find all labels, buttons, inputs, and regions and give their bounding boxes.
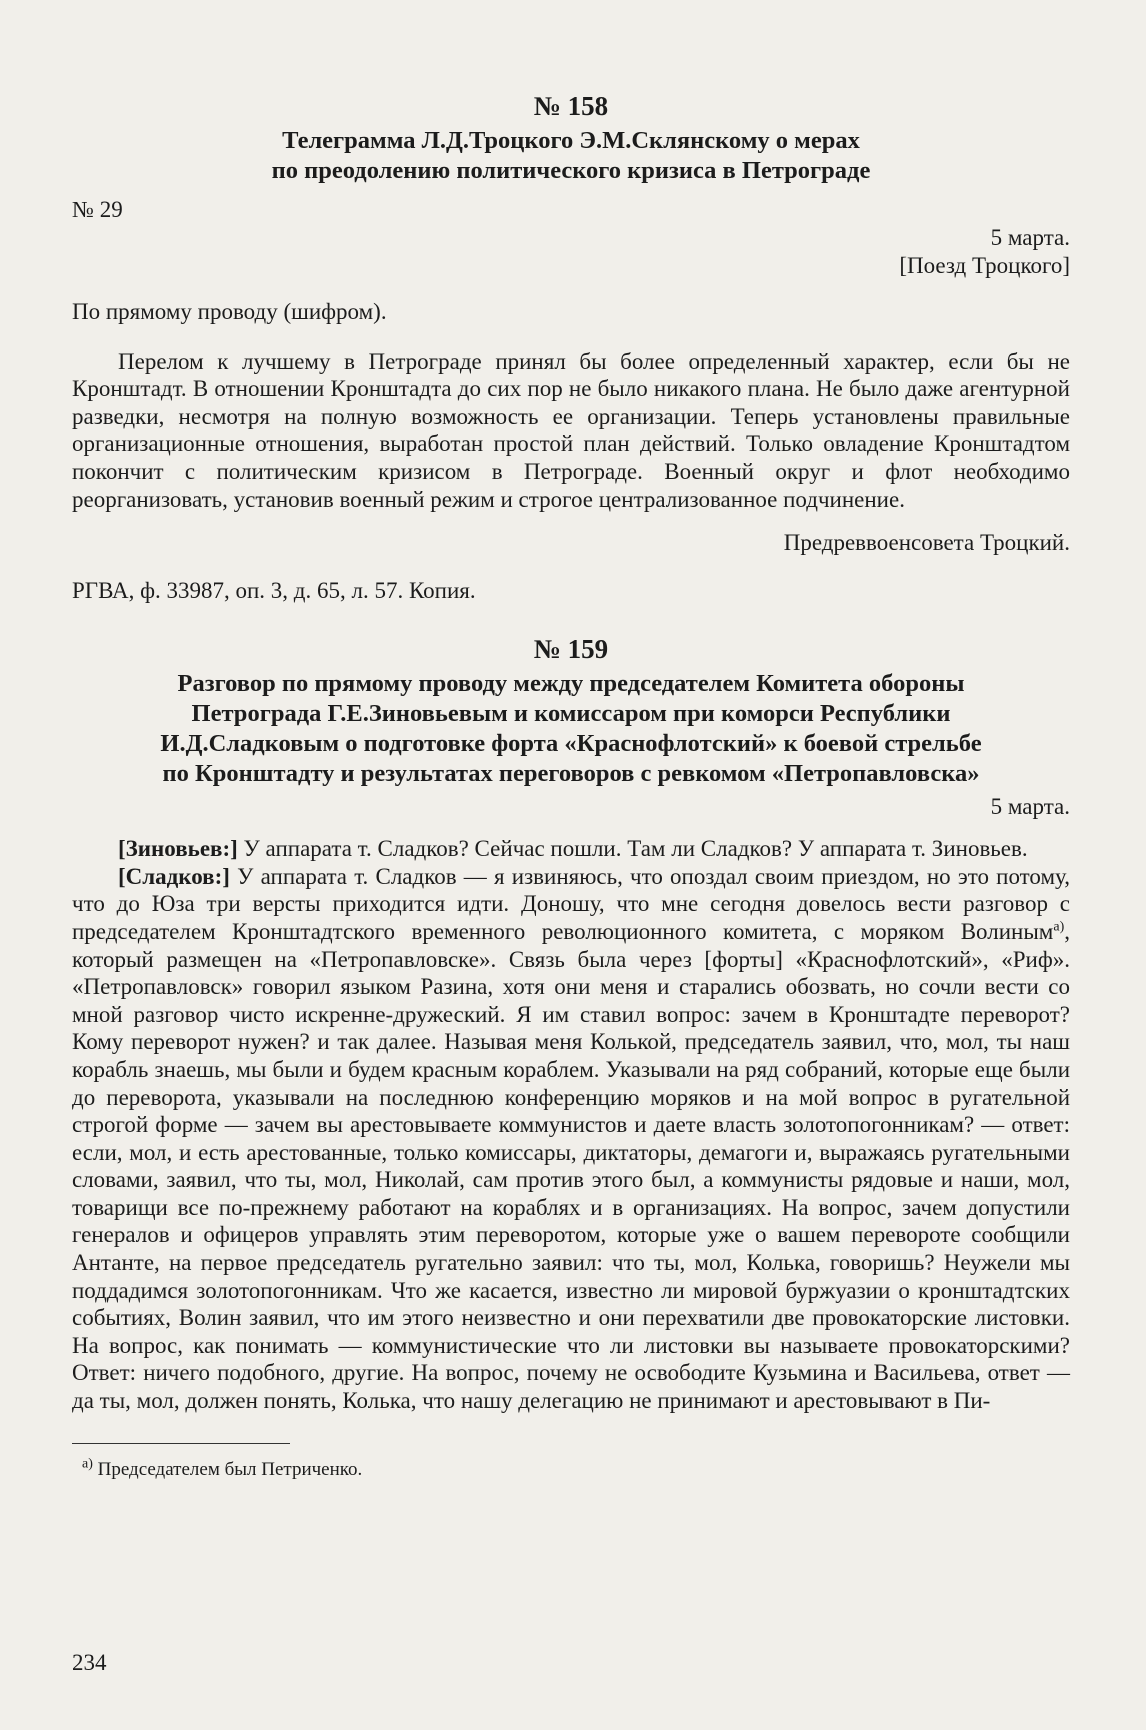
doc-159-title [72, 669, 1070, 789]
document-page [72, 90, 1070, 1482]
doc-158-title-line1: Телеграмма Л.Д.Троцкого Э.М.Склянскому о мерах [282, 127, 860, 154]
doc-159-title-line2: Петрограда Г.Е.Зиновьевым и комиссаром при коморси Республики [191, 700, 951, 728]
footnote-divider [72, 1443, 290, 1444]
doc-159-title-line4: по Кронштадту и результатах переговоров с ревкомом «Петропавловска» [162, 760, 980, 788]
doc-158-reg-number: № 29 [72, 197, 123, 222]
doc-158-signature: Предреввоенсовета Троцкий. [783, 530, 1070, 556]
doc-159-title-line3: И.Д.Сладковым о подготовке форта «Краснофлотский» к боевой стрельбе [160, 730, 982, 758]
doc-158-title-line2: по преодолению политического кризиса в Петрограде [271, 157, 871, 184]
doc-158-place: [Поезд Троцкого] [899, 253, 1070, 278]
doc-158-transmission: По прямому проводу (шифром). [72, 299, 387, 324]
zinoviev-text: У аппарата т. Сладков? Сейчас пошли. Там ли Сладков? У аппарата т. Зиновьев. [237, 836, 1028, 862]
sladkov-text-part1: У аппарата т. Сладков — я извиняюсь, что опоздал своим приездом, но это потому, что до Юза три версты приходится идти. Доношу, что мне сегодня довелось вести разговор с председателем Кронштадтского временного революционного комитета, с моряком Волиным [72, 863, 1070, 944]
doc-158-source: РГВА, ф. 33987, оп. 3, д. 65, л. 57. Копия. [72, 578, 476, 604]
doc-159-title-line1: Разговор по прямому проводу между председателем Комитета обороны [177, 670, 965, 698]
footnote-text: Председателем был Петриченко. [97, 1458, 363, 1480]
page-number: 234 [72, 1650, 107, 1675]
footnote [72, 1458, 1070, 1482]
doc-158-title [72, 126, 1070, 186]
sladkov-text-part2: , который размещен на «Петропавловске». Связь была через [форты] «Краснофлотский», «Риф». «Петропавловск» говорил языком Разина, хотя они меня и старались обозвать, но сочли вести со мной разговор чисто искренне-дружеский. Я им ставил вопрос: зачем в Кронштадте переворот? Кому переворот нужен? и так далее. Называя меня Колькой, председатель заявил, что, мол, ты наш корабль знаешь, мы были и будем красным кораблем. Указывали на ряд собраний, которые еще были до переворота, указывали на последнюю конференцию моряков и на мой вопрос в ругательной строгой форме — зачем вы арестовываете коммунистов и даете власть золотопогонникам? — ответ: если, мол, и есть арестованные, только комиссары, диктаторы, демагоги и, выражаясь ругательными словами, заявил, что ты, мол, Николай, сам против этого был, а коммунисты рядовые и наши, мол, товарищи все по-прежнему работают на кораблях и в организациях. На вопрос, зачем допустили генералов и офицеров управлять этим переворотом, которые уже о вашем перевороте сообщили Антанте, на первое председатель ругательно заявил: что ты, мол, Колька, говоришь? Неужели мы поддадимся золотопогонникам. Что же касается, известно ли мировой буржуазии о кронштадтских событиях, Волин заявил, что им этого неизвестно и они перехватили две провокаторские листовки. На вопрос, как понимать — коммунистические что ли листовки вы называете провокаторскими? Ответ: ничего подобного, другие. На вопрос, почему не освободите Кузьмина и Васильева, ответ — да ты, мол, должен понять, Колька, что нашу делегацию не принимают и арестовывают в Пи- [72, 918, 1070, 1414]
doc-158-body: Перелом к лучшему в Петрограде принял бы более определенный характер, если бы не Кронштадт. В отношении Кронштадта до сих пор не было никакого плана. Не было даже агентурной разведки, несмотря на полную возможность ее организации. Теперь установлены правильные организационные отношения, выработан простой план действий. Только овладение Кронштадтом покончит с политическим кризисом в Петрограде. Военный округ и флот необходимо реорганизовать, установив военный режим и строгое централизованное подчинение. [72, 348, 1070, 512]
footnote-marker: а) [82, 1456, 93, 1472]
speaker-sladkov: [Сладков:] [118, 863, 230, 889]
doc-159-date: 5 марта. [990, 794, 1070, 820]
doc-158-number: № 158 [533, 91, 609, 121]
footnote-marker-ref: а) [1053, 919, 1065, 935]
speaker-zinoviev: [Зиновьев:] [118, 836, 238, 862]
doc-158-date: 5 марта. [990, 225, 1070, 250]
doc-159-sladkov-line [72, 863, 1070, 1415]
doc-159-zinoviev-line [72, 835, 1070, 863]
doc-159-number: № 159 [533, 634, 609, 665]
